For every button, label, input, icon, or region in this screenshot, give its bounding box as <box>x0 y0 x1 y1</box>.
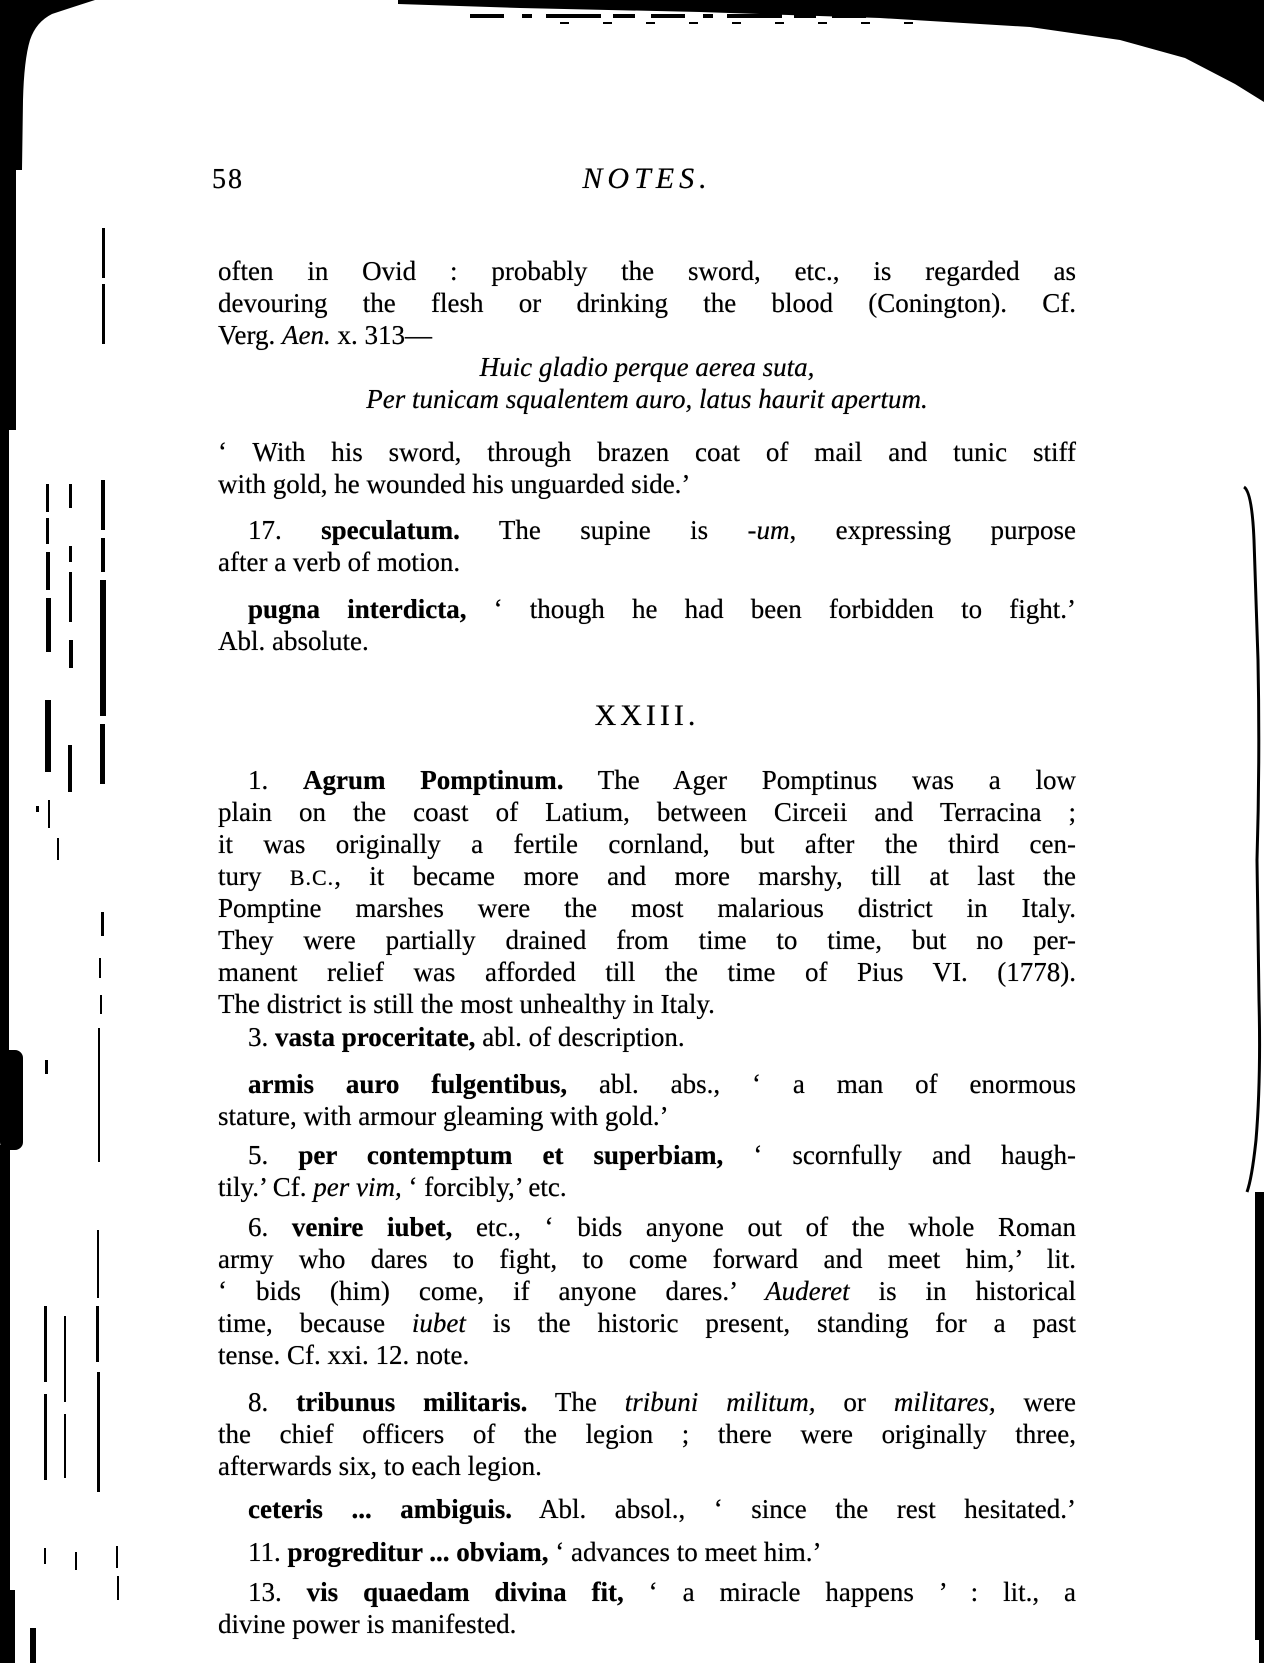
text-run: XXIII. <box>594 699 700 732</box>
text-run: progreditur ... obviam, <box>287 1537 549 1567</box>
text-line <box>218 956 1076 988</box>
paragraph <box>218 514 1076 578</box>
text-column <box>218 0 1076 1640</box>
text-run: after a verb of motion. <box>218 547 461 577</box>
text-run: The district is still the most unhealthy in Italy. <box>218 989 715 1019</box>
text-run: tribunus militaris. <box>296 1387 528 1417</box>
text-line <box>218 1450 1076 1482</box>
text-line <box>218 1139 1076 1171</box>
text-line <box>218 1021 1076 1053</box>
text-run: it was originally a fertile cornland, but after the third cen- <box>218 829 1076 859</box>
left-edge-artifact <box>0 0 23 1663</box>
text-line <box>218 383 1076 415</box>
text-run: tury <box>218 861 290 891</box>
text-line <box>218 1307 1076 1339</box>
text-line <box>218 1576 1076 1608</box>
text-run: tily.’ Cf. <box>218 1172 314 1202</box>
text-run: 1. <box>248 765 303 795</box>
text-line <box>218 828 1076 860</box>
right-edge-artifact <box>1244 487 1264 1663</box>
text-run: the chief officers of the legion ; there were originally three, <box>218 1419 1076 1449</box>
text-line <box>218 1100 1076 1132</box>
text-line <box>218 764 1076 796</box>
text-run: Huic gladio perque aerea suta, <box>479 352 815 382</box>
paragraph <box>218 593 1076 657</box>
text-line <box>218 1493 1076 1525</box>
text-run: afterwards six, to each legion. <box>218 1451 542 1481</box>
text-run: per vim, <box>313 1172 402 1202</box>
text-line <box>218 1536 1076 1568</box>
text-run: Verg. <box>218 320 282 350</box>
text-line <box>218 1243 1076 1275</box>
text-run: ‘ advances to meet him.’ <box>548 1537 822 1567</box>
text-run: speculatum. <box>321 515 460 545</box>
text-run: venire iubet, <box>291 1212 453 1242</box>
text-line <box>218 924 1076 956</box>
text-line <box>218 625 1076 657</box>
text-line <box>218 696 1076 736</box>
text-run: 17. <box>248 515 322 545</box>
text-run: vis quaedam divina fit, <box>306 1577 624 1607</box>
text-line <box>218 1275 1076 1307</box>
text-run: often in Ovid : probably the sword, etc., is regarded as <box>218 256 1076 286</box>
text-run: Per tunicam squalentem auro, latus haurit apertum. <box>366 384 928 414</box>
text-run: stature, with armour gleaming with gold.’ <box>218 1101 669 1131</box>
paragraph <box>218 1021 1076 1053</box>
text-line <box>218 860 1076 892</box>
paragraph <box>218 1386 1076 1482</box>
text-line <box>218 546 1076 578</box>
text-run: iubet <box>411 1308 466 1338</box>
text-run: armis auro fulgentibus, <box>248 1069 568 1099</box>
text-run: They were partially drained from time to time, but no per- <box>218 925 1076 955</box>
text-run: divine power is manifested. <box>218 1609 517 1639</box>
text-run: x. 313— <box>330 320 432 350</box>
verse-quote <box>218 351 1076 415</box>
text-run: ‘ forcibly,’ etc. <box>401 1172 567 1202</box>
text-run: manent relief was afforded till the time of Pius VI. (1778). <box>218 957 1076 987</box>
text-run: The supine is <box>459 515 748 545</box>
text-line <box>218 1068 1076 1100</box>
text-line <box>218 436 1076 468</box>
text-run: or <box>815 1387 894 1417</box>
text-run: devouring the flesh or drinking the blood (Conington). Cf. <box>218 288 1076 318</box>
text-line <box>218 514 1076 546</box>
paragraph <box>218 436 1076 500</box>
text-run: with gold, he wounded his unguarded side.’ <box>218 469 691 499</box>
text-run: ‘ though he had been forbidden to fight.’ <box>466 594 1076 624</box>
text-line <box>218 988 1076 1020</box>
text-run: Auderet <box>765 1276 850 1306</box>
section-heading <box>218 696 1076 736</box>
text-run: ‘ bids (him) come, if anyone dares.’ <box>218 1276 766 1306</box>
paragraph <box>218 255 1076 351</box>
text-run: ‘ a miracle happens ’ : lit., a <box>623 1577 1076 1607</box>
text-run: per contemptum et superbiam, <box>298 1140 724 1170</box>
text-run: The Ager Pomptinus was a low <box>563 765 1076 795</box>
paragraph <box>218 1068 1076 1132</box>
text-line <box>218 1339 1076 1371</box>
text-run: 3. <box>248 1022 275 1052</box>
text-line <box>218 351 1076 383</box>
text-run: etc., ‘ bids anyone out of the whole Roman <box>452 1212 1076 1242</box>
text-run: ceteris ... ambiguis. <box>248 1494 512 1524</box>
text-run: Aen. <box>282 320 331 350</box>
margin-scratch-marks <box>30 228 119 1663</box>
paragraph <box>218 1493 1076 1525</box>
text-run: time, because <box>218 1308 412 1338</box>
text-run: Agrum Pomptinum. <box>303 765 564 795</box>
text-run: 6. <box>248 1212 292 1242</box>
text-run: abl. of description. <box>475 1022 685 1052</box>
text-run: vasta proceritate, <box>275 1022 476 1052</box>
text-run: is the historic present, standing for a past <box>465 1308 1076 1338</box>
text-line <box>218 1386 1076 1418</box>
text-run: 11. <box>248 1537 288 1567</box>
text-run: B.C. <box>289 865 335 890</box>
text-line <box>218 1608 1076 1640</box>
text-line <box>218 1211 1076 1243</box>
text-run: is in historical <box>849 1276 1076 1306</box>
text-line <box>218 593 1076 625</box>
text-run: tense. Cf. xxi. 12. note. <box>218 1340 470 1370</box>
paragraph <box>218 1139 1076 1203</box>
text-run: 8. <box>248 1387 297 1417</box>
text-run: militares, <box>893 1387 996 1417</box>
text-run: , expressing purpose <box>789 515 1076 545</box>
text-run: pugna interdicta, <box>248 594 467 624</box>
paragraph <box>218 764 1076 1020</box>
text-run: -um <box>747 515 790 545</box>
text-run: abl. abs., ‘ a man of enormous <box>567 1069 1076 1099</box>
text-line <box>218 255 1076 287</box>
text-line <box>218 287 1076 319</box>
text-run: were <box>995 1387 1076 1417</box>
text-run: Pomptine marshes were the most malarious district in Italy. <box>218 893 1076 923</box>
text-run: ‘ scornfully and haugh- <box>723 1140 1077 1170</box>
text-line <box>218 796 1076 828</box>
text-run: Abl. absol., ‘ since the rest hesitated.’ <box>512 1494 1076 1524</box>
text-run: ‘ With his sword, through brazen coat of mail and tunic stiff <box>218 437 1076 467</box>
text-line <box>218 1418 1076 1450</box>
text-run: 13. <box>248 1577 307 1607</box>
text-run: plain on the coast of Latium, between Circeii and Terracina ; <box>218 797 1076 827</box>
text-run: tribuni militum, <box>624 1387 816 1417</box>
text-run: 5. <box>248 1140 299 1170</box>
paragraph <box>218 1536 1076 1568</box>
paragraph <box>218 1576 1076 1640</box>
paragraph <box>218 1211 1076 1371</box>
text-line <box>218 319 1076 351</box>
text-line <box>218 1171 1076 1203</box>
text-run: army who dares to fight, to come forward and meet him,’ lit. <box>218 1244 1076 1274</box>
text-run: , it became more and more marshy, till at last the <box>334 861 1077 891</box>
page-number: 58 <box>212 164 244 195</box>
text-run: Abl. absolute. <box>218 626 369 656</box>
text-line <box>218 892 1076 924</box>
running-title: NOTES. <box>582 162 712 195</box>
text-run: The <box>527 1387 625 1417</box>
text-line <box>218 468 1076 500</box>
